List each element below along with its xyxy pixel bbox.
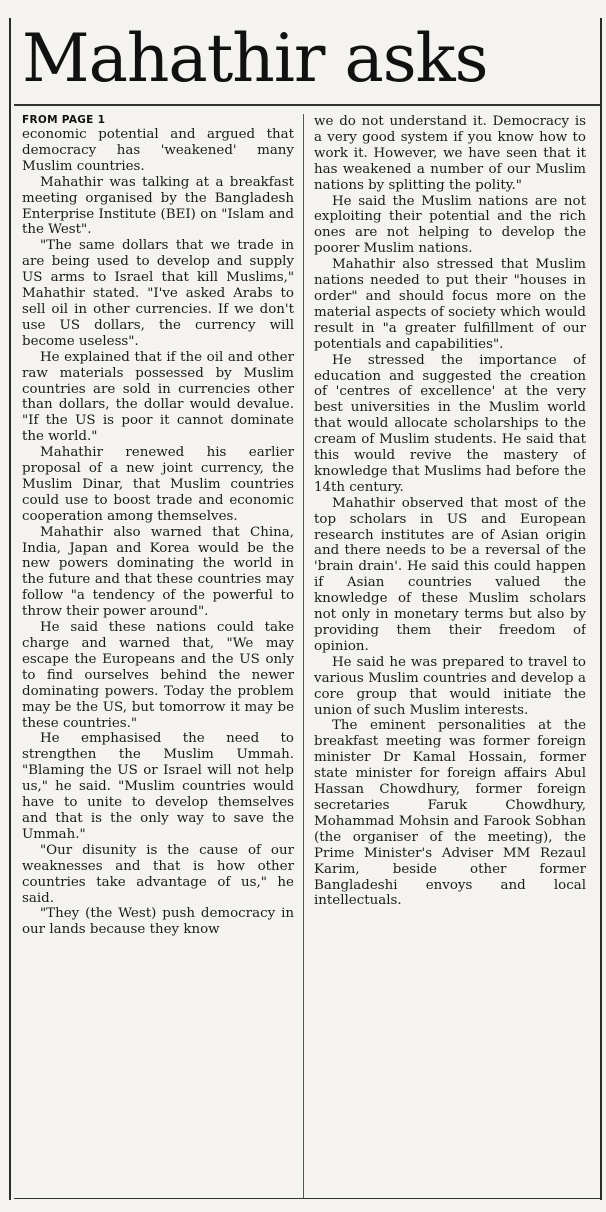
headline: Mahathir asks xyxy=(22,20,488,97)
kicker-from-page: FROM PAGE 1 xyxy=(22,114,106,126)
paragraph: Mahathir observed that most of the top scholars in US and European research institutes are of Asian origin and there needs to be a reversal of the 'brain drain'. He said this could happen if Asian countries valued the knowledge of these Muslim scholars not only in monetary terms but also by providing them their freedom of opinion. xyxy=(314,495,586,654)
paragraph: The eminent personalities at the breakfast meeting was former foreign minister Dr Kamal Hossain, former state minister for foreign affairs Abul Hassan Chowdhury, former foreign secretaries Faruk Chowdhury, Mohammad Mohsin and Farook Sobhan (the organiser of the meeting), the Prime Minister's Adviser MM Rezaul Karim, beside other former Bangladeshi envoys and local intellectuals. xyxy=(314,718,586,909)
column-divider xyxy=(303,114,304,1198)
paragraph: He said these nations could take charge and warned that, "We may escape the Europeans and the US only to find ourselves behind the newer dominating powers. Today the problem may be the US, but tomorrow it may be these countries." xyxy=(22,620,294,731)
paragraph: "Our disunity is the cause of our weaknesses and that is how other countries take advantage of us," he said. xyxy=(22,842,294,906)
paragraph: Mahathir also warned that China, India, Japan and Korea would be the new powers dominating the world in the future and that these countries may follow "a tendency of the powerful to throw their power around". xyxy=(22,524,294,620)
left-column xyxy=(22,114,294,1196)
paragraph: He stressed the importance of education and suggested the creation of 'centres of excellence' at the very best universities in the Muslim world that would allocate scholarships to the cream of Muslim students. He said that this would revive the mastery of knowledge that Muslims had before the 14th century. xyxy=(314,352,586,495)
paragraph: Mahathir was talking at a breakfast meeting organised by the Bangladesh Enterprise Institute (BEI) on "Islam and the West". xyxy=(22,174,294,238)
paragraph: Mahathir renewed his earlier proposal of a new joint currency, the Muslim Dinar, that Muslim countries could use to boost trade and economic cooperation among themselves. xyxy=(22,445,294,524)
paragraph: He said he was prepared to travel to various Muslim countries and develop a core group that would initiate the union of such Muslim interests. xyxy=(314,654,586,718)
bottom-rule xyxy=(14,1198,600,1199)
paragraph: "The same dollars that we trade in are being used to develop and supply US arms to Israel that kill Muslims," Mahathir stated. "I've asked Arabs to sell oil in other currencies. If we don't use US dollars, the currency will become useless". xyxy=(22,238,294,349)
left-border-rule xyxy=(9,18,11,1200)
right-border-rule xyxy=(600,18,602,1200)
paragraph: He emphasised the need to strengthen the Muslim Ummah. "Blaming the US or Israel will not help us," he said. "Muslim countries would have to unite to develop themselves and that is the only way to save the Ummah." xyxy=(22,731,294,842)
paragraph: Mahathir also stressed that Muslim nations needed to put their "houses in order" and should focus more on the material aspects of society which would result in "a greater fulfillment of our potentials and capabilities". xyxy=(314,257,586,352)
paragraph xyxy=(22,114,294,175)
paragraph: He explained that if the oil and other raw materials possessed by Muslim countries are sold in currencies other than dollars, the dollar would devalue. "If the US is poor it cannot dominate the world." xyxy=(22,349,294,445)
right-column xyxy=(314,114,586,1196)
paragraph-text: economic potential and argued that democracy has 'weakened' many Muslim countries. xyxy=(22,127,294,174)
paragraph: we do not understand it. Democracy is a very good system if you know how to work it. However, we have seen that it has weakened a number of our Muslim nations by splitting the polity." xyxy=(314,114,586,193)
paragraph: "They (the West) push democracy in our lands because they know xyxy=(22,906,294,938)
paragraph: He said the Muslim nations are not exploiting their potential and the rich ones are not helping to develop the poorer Muslim nations. xyxy=(314,193,586,257)
headline-rule xyxy=(14,104,600,106)
